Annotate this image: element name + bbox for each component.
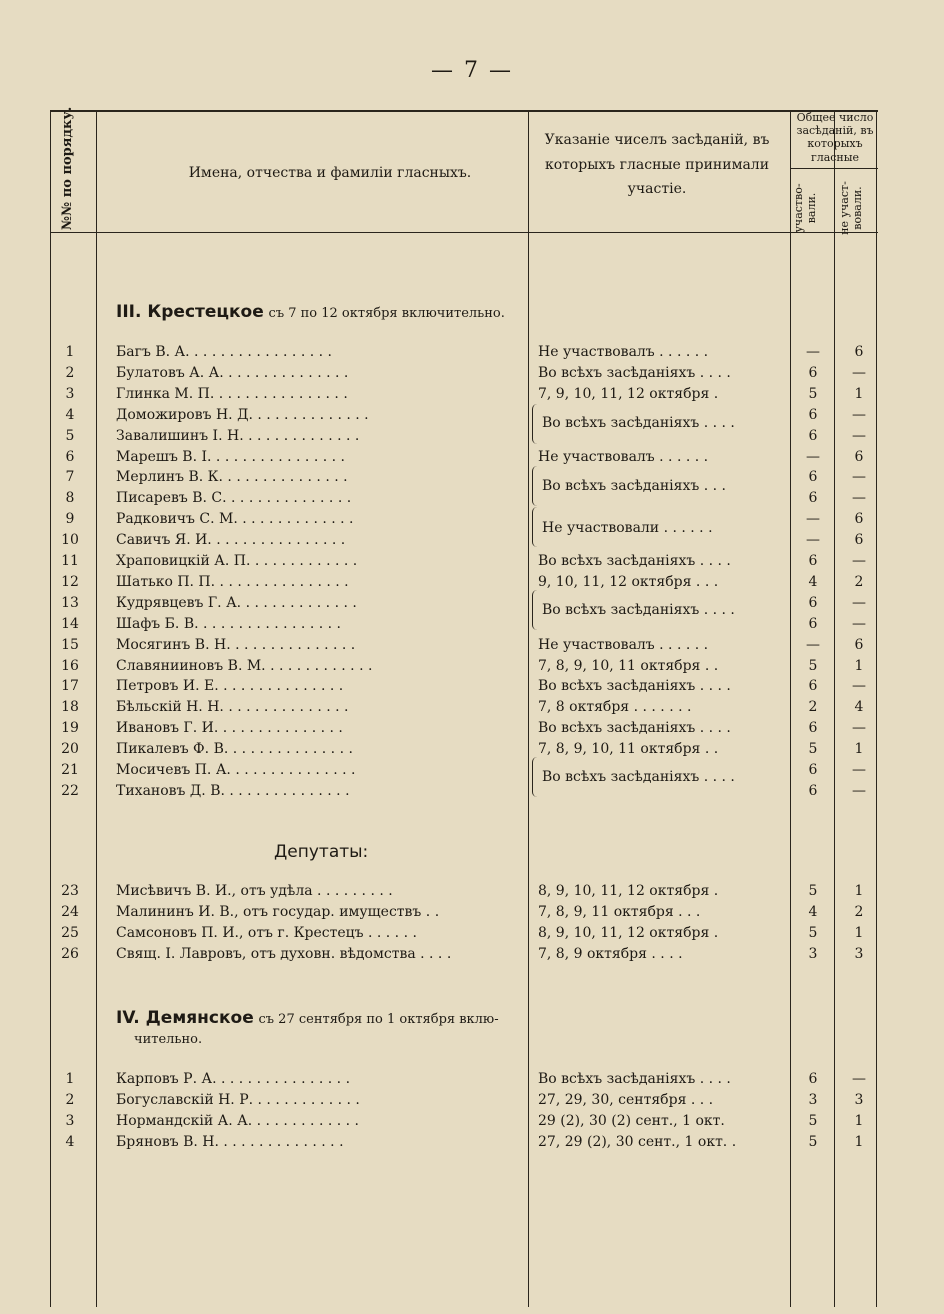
row-name: Богуславскiй Н. Р. . . . . . . . . . . . . — [116, 1092, 360, 1108]
row-not-participated: 1 — [854, 925, 864, 941]
row-not-participated: — — [852, 678, 866, 695]
row-not-participated: 1 — [854, 883, 864, 899]
row-name: Доможировъ Н. Д. . . . . . . . . . . . . . — [116, 406, 369, 423]
table-row — [0, 697, 944, 717]
row-sessions: 7, 8 октября . . . . . . . — [538, 699, 692, 716]
row-number: 7 — [65, 469, 75, 486]
row-name: Глинка М. П. . . . . . . . . . . . . . . . — [116, 385, 348, 402]
row-name: Бѣльскiй Н. Н. . . . . . . . . . . . . . . — [116, 699, 349, 716]
row-participated: 2 — [808, 699, 818, 716]
row-participated: 5 — [808, 1113, 818, 1129]
table-row — [0, 881, 944, 901]
deputies-title: Депутаты: — [274, 842, 369, 862]
table-row — [0, 944, 944, 964]
row-sessions: 7, 9, 10, 11, 12 октября . — [538, 385, 719, 402]
row-number: 8 — [65, 490, 75, 507]
header-number: №№ по порядку. — [60, 106, 75, 230]
row-not-participated: — — [852, 490, 866, 507]
row-not-participated: — — [852, 782, 866, 799]
header-total: Общее число засѣданiй, въ которыхъ гласные — [796, 111, 874, 164]
brace-text: Не участвовали . . . . . . — [542, 520, 713, 536]
row-not-participated: — — [852, 553, 866, 569]
row-name: Свящ. I. Лавровъ, отъ духовн. вѣдомства . . . . — [116, 946, 452, 962]
row-not-participated: — — [852, 364, 866, 381]
row-sessions: Во всѣхъ засѣданiяхъ . . . . — [538, 553, 731, 569]
row-name: Шатько П. П. . . . . . . . . . . . . . . . — [116, 573, 349, 590]
row-name: Ивановъ Г. И. . . . . . . . . . . . . . . — [116, 720, 343, 737]
table-row — [0, 635, 944, 655]
row-number: 4 — [65, 1134, 75, 1150]
row-number: 2 — [65, 1092, 75, 1108]
row-participated: — — [806, 344, 820, 360]
row-name: Славянииновъ В. М. . . . . . . . . . . . . — [116, 657, 373, 674]
row-not-participated: 1 — [854, 1113, 864, 1129]
row-name: Мосичевъ П. А. . . . . . . . . . . . . . . — [116, 762, 356, 778]
table-row — [0, 656, 944, 676]
row-participated: 6 — [808, 594, 818, 611]
row-name: Марешъ В. I. . . . . . . . . . . . . . . . — [116, 448, 345, 465]
table-row — [0, 572, 944, 592]
section-title-bold: IV. Демянское — [116, 1008, 254, 1028]
row-name: Завалишинъ I. Н. . . . . . . . . . . . . . — [116, 427, 360, 444]
header-participated: участво-вали. — [792, 183, 819, 233]
row-participated: 6 — [808, 678, 818, 695]
row-number: 9 — [65, 511, 75, 528]
row-number: 21 — [61, 762, 79, 778]
row-sessions: Во всѣхъ засѣданiяхъ . . . . — [538, 720, 731, 737]
brace — [532, 757, 538, 797]
row-name: Кудрявцевъ Г. А. . . . . . . . . . . . . . — [116, 594, 357, 611]
table-row — [0, 923, 944, 943]
section-title-rest: съ 27 сентября по 1 октября вклю- — [258, 1012, 499, 1027]
subheader-divider — [790, 168, 878, 169]
row-not-participated: 6 — [854, 532, 864, 549]
row-number: 24 — [61, 904, 79, 920]
row-name: Храповицкiй А. П. . . . . . . . . . . . . — [116, 553, 358, 569]
row-number: 3 — [65, 1113, 75, 1129]
row-not-participated: 3 — [854, 1092, 864, 1108]
table-row — [0, 384, 944, 404]
row-participated: 5 — [808, 741, 818, 758]
brace — [532, 466, 538, 506]
table-row — [0, 1069, 944, 1089]
row-not-participated: — — [852, 1071, 866, 1087]
header-sessions: Указанiе чиселъ засѣданiй, въ которыхъ гласные принимали участiе. — [544, 132, 770, 197]
header-not-participated: не участ-вовали. — [838, 181, 865, 235]
row-not-participated: 6 — [854, 511, 864, 528]
table-row — [0, 530, 944, 550]
row-not-participated: 1 — [854, 657, 864, 674]
row-sessions: 7, 8, 9, 10, 11 октября . . — [538, 741, 719, 758]
row-participated: 5 — [808, 385, 818, 402]
row-number: 3 — [65, 385, 75, 402]
row-participated: 6 — [808, 1071, 818, 1087]
page-number: — 7 — — [431, 58, 513, 83]
row-participated: 6 — [808, 469, 818, 486]
brace — [532, 590, 538, 630]
row-number: 14 — [61, 615, 79, 632]
row-name: Шафъ Б. В. . . . . . . . . . . . . . . . . — [116, 615, 341, 632]
row-participated: 6 — [808, 490, 818, 507]
row-number: 1 — [65, 344, 75, 360]
row-number: 11 — [61, 553, 79, 569]
brace — [532, 404, 538, 444]
row-name: Мерлинъ В. К. . . . . . . . . . . . . . . — [116, 469, 348, 486]
row-name: Булатовъ А. А. . . . . . . . . . . . . . . — [116, 364, 349, 381]
row-name: Савичъ Я. И. . . . . . . . . . . . . . . . — [116, 532, 346, 549]
brace-text: Во всѣхъ засѣданiяхъ . . . . — [542, 769, 735, 785]
row-sessions: 7, 8, 9 октября . . . . — [538, 946, 683, 962]
row-number: 22 — [61, 782, 79, 799]
brace — [532, 507, 538, 547]
row-number: 19 — [61, 720, 79, 737]
row-number: 4 — [65, 406, 75, 423]
row-name: Мисѣвичъ В. И., отъ удѣла . . . . . . . . . — [116, 883, 393, 899]
row-number: 5 — [65, 427, 75, 444]
row-participated: — — [806, 511, 820, 528]
brace-text: Во всѣхъ засѣданiяхъ . . . . — [542, 602, 735, 618]
table-row — [0, 363, 944, 383]
row-name: Петровъ И. Е. . . . . . . . . . . . . . . — [116, 678, 344, 695]
row-sessions: 7, 8, 9, 10, 11 октября . . — [538, 657, 719, 674]
row-sessions: 8, 9, 10, 11, 12 октября . — [538, 883, 719, 899]
row-number: 18 — [61, 699, 79, 716]
table-row — [0, 342, 944, 362]
row-number: 15 — [61, 636, 79, 653]
row-not-participated: — — [852, 594, 866, 611]
row-not-participated: 6 — [854, 636, 864, 653]
row-participated: 3 — [808, 1092, 818, 1108]
row-participated: 5 — [808, 1134, 818, 1150]
row-sessions: Не участвовалъ . . . . . . — [538, 344, 709, 360]
table-row — [0, 902, 944, 922]
table-row — [0, 426, 944, 446]
row-participated: 4 — [808, 904, 818, 920]
table-row — [0, 1090, 944, 1110]
row-participated: 6 — [808, 364, 818, 381]
table-row — [0, 614, 944, 634]
section-title — [116, 1008, 499, 1028]
row-not-participated: 3 — [854, 946, 864, 962]
row-participated: 5 — [808, 883, 818, 899]
row-participated: 6 — [808, 406, 818, 423]
row-not-participated: 6 — [854, 344, 864, 360]
row-not-participated: 2 — [854, 573, 864, 590]
table-row — [0, 467, 944, 487]
row-not-participated: — — [852, 720, 866, 737]
row-name: Радковичъ С. М. . . . . . . . . . . . . . — [116, 511, 354, 528]
row-participated: 6 — [808, 615, 818, 632]
row-number: 16 — [61, 657, 79, 674]
row-not-participated: — — [852, 427, 866, 444]
table-row — [0, 405, 944, 425]
row-sessions: Во всѣхъ засѣданiяхъ . . . . — [538, 678, 731, 695]
table-row — [0, 760, 944, 780]
section-title — [116, 302, 505, 322]
row-number: 10 — [61, 532, 79, 549]
table-row — [0, 593, 944, 613]
row-participated: 5 — [808, 925, 818, 941]
row-not-participated: — — [852, 762, 866, 778]
row-participated: — — [806, 448, 820, 465]
row-participated: 4 — [808, 573, 818, 590]
table-row — [0, 1132, 944, 1152]
row-number: 2 — [65, 364, 75, 381]
row-participated: 6 — [808, 782, 818, 799]
table-row — [0, 447, 944, 467]
row-participated: — — [806, 532, 820, 549]
row-name: Самсоновъ П. И., отъ г. Крестецъ . . . . . . — [116, 925, 417, 941]
row-sessions: Во всѣхъ засѣданiяхъ . . . . — [538, 364, 731, 381]
row-participated: 3 — [808, 946, 818, 962]
row-not-participated: 1 — [854, 385, 864, 402]
row-sessions: Не участвовалъ . . . . . . — [538, 448, 709, 465]
row-sessions: 7, 8, 9, 11 октября . . . — [538, 904, 701, 920]
table-row — [0, 739, 944, 759]
row-name: Пикалевъ Ф. В. . . . . . . . . . . . . . . — [116, 741, 353, 758]
table-row — [0, 551, 944, 571]
row-not-participated: — — [852, 469, 866, 486]
section-title-continued: чительно. — [134, 1032, 203, 1047]
row-sessions: Не участвовалъ . . . . . . — [538, 636, 709, 653]
row-participated: 5 — [808, 657, 818, 674]
row-number: 20 — [61, 741, 79, 758]
row-participated: 6 — [808, 720, 818, 737]
row-name: Бряновъ В. Н. . . . . . . . . . . . . . . — [116, 1134, 344, 1150]
row-not-participated: 6 — [854, 448, 864, 465]
row-name: Карповъ Р. А. . . . . . . . . . . . . . . . — [116, 1071, 351, 1087]
row-number: 26 — [61, 946, 79, 962]
row-name: Тихановъ Д. В. . . . . . . . . . . . . . . — [116, 782, 350, 799]
row-number: 1 — [65, 1071, 75, 1087]
row-sessions: 27, 29 (2), 30 сент., 1 окт. . — [538, 1134, 737, 1150]
row-sessions: 29 (2), 30 (2) сент., 1 окт. — [538, 1113, 725, 1129]
table-row — [0, 676, 944, 696]
row-participated: 6 — [808, 427, 818, 444]
row-sessions: 27, 29, 30, сентября . . . — [538, 1092, 714, 1108]
row-sessions: 8, 9, 10, 11, 12 октября . — [538, 925, 719, 941]
brace-text: Во всѣхъ засѣданiяхъ . . . . — [542, 415, 735, 431]
header-divider — [50, 232, 878, 233]
row-not-participated: — — [852, 406, 866, 423]
row-name: Багъ В. А. . . . . . . . . . . . . . . . . — [116, 344, 332, 360]
table-row — [0, 718, 944, 738]
table-row — [0, 781, 944, 801]
header-name: Имена, отчества и фамилiи гласныхъ. — [188, 165, 472, 181]
section-title-rest: съ 7 по 12 октября включительно. — [268, 306, 505, 321]
row-not-participated: 2 — [854, 904, 864, 920]
row-participated: — — [806, 636, 820, 653]
table-row — [0, 488, 944, 508]
row-number: 17 — [61, 678, 79, 695]
row-not-participated: — — [852, 615, 866, 632]
row-participated: 6 — [808, 553, 818, 569]
row-name: Малининъ И. В., отъ государ. имуществъ . . — [116, 904, 440, 920]
row-number: 13 — [61, 594, 79, 611]
row-not-participated: 1 — [854, 1134, 864, 1150]
row-sessions: Во всѣхъ засѣданiяхъ . . . . — [538, 1071, 731, 1087]
row-name: Нормандскiй А. А. . . . . . . . . . . . . — [116, 1113, 359, 1129]
row-number: 6 — [65, 448, 75, 465]
brace-text: Во всѣхъ засѣданiяхъ . . . — [542, 478, 726, 494]
table-row — [0, 1111, 944, 1131]
row-participated: 6 — [808, 762, 818, 778]
row-number: 23 — [61, 883, 79, 899]
row-name: Мосягинъ В. Н. . . . . . . . . . . . . . . — [116, 636, 356, 653]
row-name: Писаревъ В. С. . . . . . . . . . . . . . . — [116, 490, 352, 507]
row-number: 12 — [61, 573, 79, 590]
row-not-participated: 1 — [854, 741, 864, 758]
row-sessions: 9, 10, 11, 12 октября . . . — [538, 573, 719, 590]
row-not-participated: 4 — [854, 699, 864, 716]
table-row — [0, 509, 944, 529]
row-number: 25 — [61, 925, 79, 941]
section-title-bold: III. Крестецкое — [116, 302, 264, 322]
